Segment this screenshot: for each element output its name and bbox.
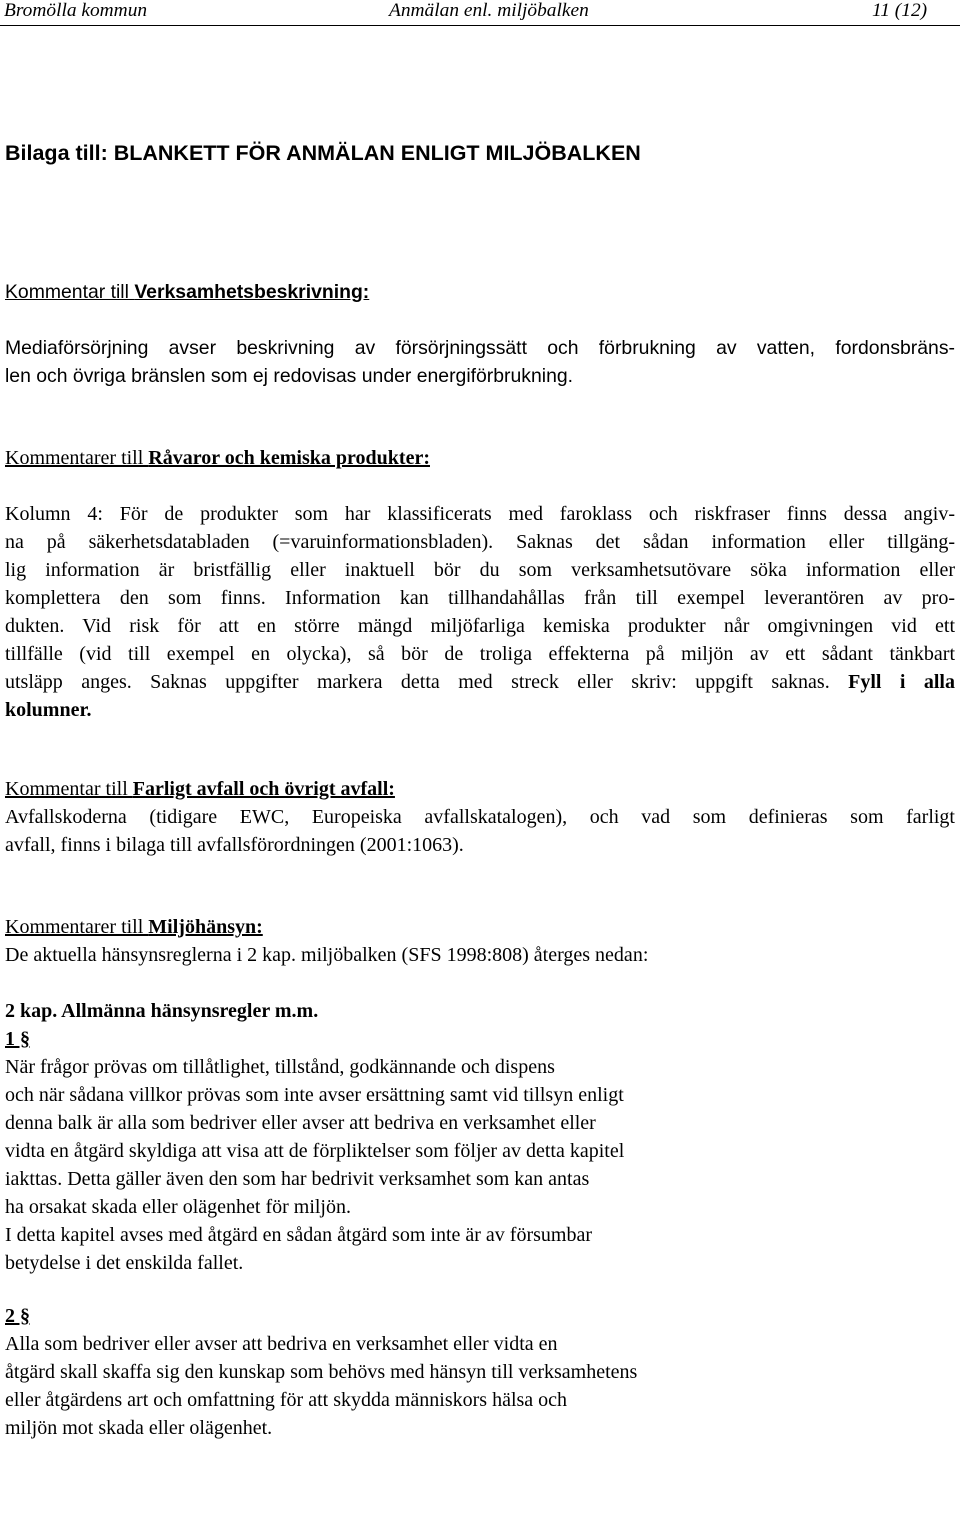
header-document-name: Anmälan enl. miljöbalken bbox=[389, 0, 589, 21]
ravaror-last-bold: Fyll i alla bbox=[848, 671, 955, 693]
avfall-line: Avfallskoderna (tidigare EWC, Europeiska avfallskatalogen), och vad som definieras som farligt bbox=[5, 806, 955, 828]
ravaror-body bbox=[5, 500, 955, 724]
paragraph-line: Alla som bedriver eller avser att bedriva en verksamhet eller vidta en bbox=[5, 1333, 558, 1355]
paragraph-line: iakttas. Detta gäller även den som har bedrivit verksamhet som kan antas bbox=[5, 1168, 590, 1190]
verksamhet-body bbox=[5, 334, 955, 390]
paragraph-line: ha orsakat skada eller olägenhet för miljön. bbox=[5, 1196, 351, 1218]
ravaror-line: na på säkerhetsdatabladen (=varuinformationsbladen). Saknas det sådan information eller tillgäng- bbox=[5, 531, 955, 553]
paragraph-line: vidta en åtgärd skyldiga att visa att de förpliktelser som följer av detta kapitel bbox=[5, 1140, 625, 1162]
paragraph-line: När frågor prövas om tillåtlighet, tillstånd, godkännande och dispens bbox=[5, 1056, 555, 1078]
ravaror-line: Kolumn 4: För de produkter som har klassificerats med faroklass och riskfraser finns dessa angiv- bbox=[5, 503, 955, 525]
chapter-heading: 2 kap. Allmänna hänsynsregler m.m. bbox=[5, 1000, 319, 1022]
paragraph-line: och när sådana villkor prövas som inte avser ersättning samt vid tillsyn enligt bbox=[5, 1084, 624, 1106]
verksamhet-heading bbox=[5, 278, 955, 306]
paragraph-line: betydelse i det enskilda fallet. bbox=[5, 1252, 244, 1274]
avfall-body bbox=[5, 803, 955, 859]
header-municipality: Bromölla kommun bbox=[4, 0, 148, 21]
avfall-heading bbox=[5, 775, 955, 803]
verksamhet-heading-prefix: Kommentar till bbox=[5, 281, 135, 303]
ravaror-line: tillfälle (vid till exempel en olycka), så bör de troliga effekterna på miljön av ett sådant tänkbart bbox=[5, 643, 955, 665]
verksamhet-line: len och övriga bränslen som ej redovisas under energiförbrukning. bbox=[5, 365, 574, 387]
miljo-intro-block bbox=[5, 941, 955, 969]
paragraph-2-label: 2 § bbox=[5, 1305, 30, 1327]
ravaror-last-plain: utsläpp anges. Saknas uppgifter markera detta med streck eller skriv: uppgift saknas. bbox=[5, 671, 849, 693]
miljo-chapter-block bbox=[5, 997, 955, 1025]
paragraph-1-body bbox=[5, 1053, 955, 1277]
ravaror-last-line bbox=[5, 668, 955, 696]
paragraph-line: miljön mot skada eller olägenhet. bbox=[5, 1417, 273, 1439]
header-page-number: 11 (12) bbox=[872, 0, 928, 21]
avfall-line: avfall, finns i bilaga till avfallsförordningen (2001:1063). bbox=[5, 834, 464, 856]
ravaror-line: dukten. Vid risk för att en större mängd miljöfarliga kemiska produkter når omgivningen vid ett bbox=[5, 615, 955, 637]
paragraph-line: denna balk är alla som bedriver eller avser att bedriva en verksamhet eller bbox=[5, 1112, 596, 1134]
verksamhet-heading-bold: Verksamhetsbeskrivning: bbox=[134, 281, 370, 303]
miljo-heading-bold: Miljöhänsyn: bbox=[148, 916, 263, 938]
verksamhet-line: Mediaförsörjning avser beskrivning av försörjningssätt och förbrukning av vatten, fordonsbräns- bbox=[5, 337, 955, 359]
paragraph-line: åtgärd skall skaffa sig den kunskap som behövs med hänsyn till verksamhetens bbox=[5, 1361, 638, 1383]
miljo-heading-prefix: Kommentarer till bbox=[5, 916, 149, 938]
ravaror-heading-bold: Råvaror och kemiska produkter: bbox=[148, 447, 430, 469]
avfall-heading-prefix: Kommentar till bbox=[5, 778, 133, 800]
ravaror-line: lig information är bristfällig eller inaktuell bör du som verksamhetsutövare söka information eller bbox=[5, 559, 955, 581]
ravaror-final-bold: kolumner. bbox=[5, 699, 92, 721]
paragraph-line: I detta kapitel avses med åtgärd en sådan åtgärd som inte är av försumbar bbox=[5, 1224, 593, 1246]
paragraph-line: eller åtgärdens art och omfattning för att skydda människors hälsa och bbox=[5, 1389, 568, 1411]
ravaror-line: komplettera den som finns. Information kan tillhandahållas från till exempel leverantören av pro- bbox=[5, 587, 955, 609]
avfall-heading-bold: Farligt avfall och övrigt avfall: bbox=[132, 778, 395, 800]
paragraph-1-label: 1 § bbox=[5, 1028, 30, 1050]
ravaror-heading bbox=[5, 444, 955, 472]
paragraph-2-body bbox=[5, 1330, 955, 1442]
ravaror-heading-prefix: Kommentarer till bbox=[5, 447, 149, 469]
annex-title: Bilaga till: BLANKETT FÖR ANMÄLAN ENLIGT MILJÖBALKEN bbox=[5, 141, 641, 165]
page-header bbox=[0, 0, 960, 26]
miljo-heading bbox=[5, 913, 955, 941]
miljo-intro: De aktuella hänsynsreglerna i 2 kap. miljöbalken (SFS 1998:808) återges nedan: bbox=[5, 944, 649, 966]
